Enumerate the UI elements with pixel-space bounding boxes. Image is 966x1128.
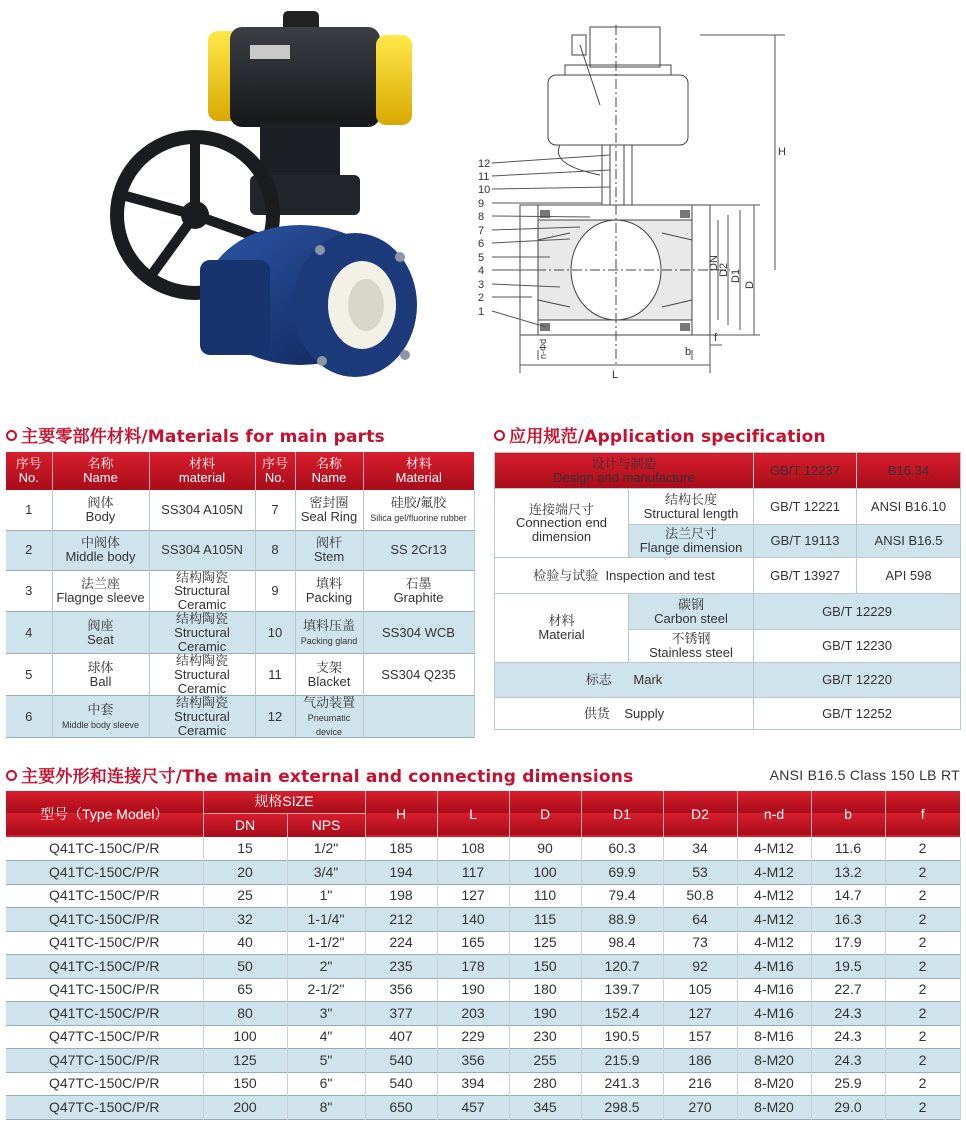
cell-d: 280: [509, 1072, 581, 1096]
flange-gb: GB/T 19113: [754, 525, 857, 558]
cell-f: 2: [885, 931, 960, 955]
cell-material: SS304 A105N: [149, 490, 255, 530]
cell-no: 11: [255, 654, 295, 696]
design-ansi: B16.34: [857, 453, 961, 489]
cell-d: 90: [509, 837, 581, 861]
cell-nd: 4-M16: [737, 978, 811, 1002]
cell-l: 117: [437, 861, 509, 885]
cell-dn: 125: [203, 1049, 287, 1073]
cell-no: 2: [6, 530, 52, 570]
cell-nps: 8": [287, 1096, 365, 1120]
table-row: [6, 654, 474, 696]
stainless-label: 不锈钢 Stainless steel: [629, 630, 754, 663]
stainless-gb: GB/T 12230: [754, 630, 961, 663]
part-label: 5: [478, 252, 485, 264]
cell-b: 19.5: [811, 955, 885, 979]
struct-gb: GB/T 12221: [754, 489, 857, 525]
cell-d: 345: [509, 1096, 581, 1120]
cell-l: 140: [437, 908, 509, 932]
cell-dn: 200: [203, 1096, 287, 1120]
materials-title-text: 主要零部件材料/Materials for main parts: [21, 427, 385, 447]
col-b: b: [811, 791, 885, 837]
cell-model: Q47TC-150C/P/R: [6, 1072, 203, 1096]
cell-nps: 5": [287, 1049, 365, 1073]
dim-label-b: b: [685, 346, 692, 358]
cell-h: 650: [365, 1096, 437, 1120]
header-cn: 材料: [405, 456, 432, 472]
header-en: No.: [18, 470, 39, 485]
cell-h: 377: [365, 1002, 437, 1026]
cell-no: 3: [6, 570, 52, 612]
cell-dn: 150: [203, 1072, 287, 1096]
table-row: [6, 837, 960, 861]
part-label: 1: [478, 306, 485, 318]
cell-d1: 60.3: [581, 837, 663, 861]
table-row: [6, 908, 960, 932]
cell-name: 中套 Middle body sleeve: [52, 696, 149, 738]
cell-nps: 3": [287, 1002, 365, 1026]
col-f: f: [920, 805, 925, 822]
application-table: [494, 452, 961, 730]
col-no: [6, 452, 52, 490]
col-size: 规格SIZE: [203, 791, 365, 813]
cell-l: 457: [437, 1096, 509, 1120]
cell-l: 203: [437, 1002, 509, 1026]
cell-d2: 105: [663, 978, 737, 1002]
bullet-icon: [6, 770, 17, 781]
dim-label-f: f: [714, 332, 718, 344]
part-label: 10: [478, 184, 491, 196]
material-label: 材料 Material: [495, 594, 629, 663]
cell-h: 212: [365, 908, 437, 932]
header-cn: 序号: [15, 456, 42, 472]
cell-d: 110: [509, 884, 581, 908]
cell-model: Q41TC-150C/P/R: [6, 884, 203, 908]
cell-h: 356: [365, 978, 437, 1002]
cell-l: 356: [437, 1049, 509, 1073]
part-label: 9: [478, 198, 485, 210]
mark-gb: GB/T 12220: [754, 663, 961, 698]
col-model: 型号（Type Model）: [6, 791, 203, 837]
cell-material: 结构陶瓷 Structural Ceramic: [149, 612, 255, 654]
part-label: 12: [478, 158, 491, 170]
part-label: 4: [478, 265, 485, 277]
cell-name: 填料压盖 Packing gland: [295, 612, 363, 654]
col-name: [52, 452, 149, 490]
cell-name: 球体 Ball: [52, 654, 149, 696]
cell-no: 1: [6, 490, 52, 530]
cell-d: 190: [509, 1002, 581, 1026]
cell-b: 24.3: [811, 1025, 885, 1049]
struct-ansi: ANSI B16.10: [857, 489, 961, 525]
cell-h: 540: [365, 1072, 437, 1096]
cell-d1: 98.4: [581, 931, 663, 955]
table-row: [6, 530, 474, 570]
table-row: [6, 978, 960, 1002]
cell-d1: 69.9: [581, 861, 663, 885]
table-row: [6, 931, 960, 955]
cell-material: 结构陶瓷 Structural Ceramic: [149, 696, 255, 738]
cell-no: 6: [6, 696, 52, 738]
dimensions-table: [6, 791, 961, 1120]
cell-dn: 65: [203, 978, 287, 1002]
cell-l: 108: [437, 837, 509, 861]
cell-name: 阀体 Body: [52, 490, 149, 530]
cell-material: SS304 A105N: [149, 530, 255, 570]
cell-d1: 298.5: [581, 1096, 663, 1120]
cell-material: SS304 Q235: [363, 654, 474, 696]
cell-dn: 15: [203, 837, 287, 861]
cell-l: 178: [437, 955, 509, 979]
col-l: L: [437, 791, 509, 837]
cell-d2: 34: [663, 837, 737, 861]
materials-section-title: [6, 422, 385, 447]
cell-d2: 50.8: [663, 884, 737, 908]
dim-label-d: D: [744, 281, 756, 289]
table-row: [6, 955, 960, 979]
cell-f: 2: [885, 1049, 960, 1073]
cell-no: 7: [255, 490, 295, 530]
cell-name: 气动装置 Pneumatic device: [295, 696, 363, 738]
cell-d: 115: [509, 908, 581, 932]
cell-nps: 6": [287, 1072, 365, 1096]
standard-note: ANSI B16.5 Class 150 LB RT: [769, 767, 960, 783]
cell-l: 394: [437, 1072, 509, 1096]
dim-label-d1: D1: [730, 268, 742, 283]
col-no-2: [255, 452, 295, 490]
header-en: No.: [264, 470, 286, 485]
cell-material: [363, 696, 474, 738]
cell-dn: 50: [203, 955, 287, 979]
dimensions-section-title: [6, 762, 633, 787]
bullet-icon: [6, 430, 17, 441]
cell-material: 硅胶/氟胶 Silica gel/fluorine rubber: [363, 490, 474, 530]
insp-gb: GB/T 13927: [754, 558, 857, 594]
cell-no: 12: [255, 696, 295, 738]
supply-label: 供货 Supply: [495, 698, 754, 730]
cell-name: 填料 Packing: [295, 570, 363, 612]
table-row: [6, 861, 960, 885]
insp-api: API 598: [857, 558, 961, 594]
cell-d1: 88.9: [581, 908, 663, 932]
table-row: [6, 1049, 960, 1073]
cell-nd: 8-M20: [737, 1072, 811, 1096]
col-d: D: [509, 791, 581, 837]
cell-dn: 40: [203, 931, 287, 955]
cell-name: 阀杆 Stem: [295, 530, 363, 570]
cell-b: 14.7: [811, 884, 885, 908]
cell-model: Q41TC-150C/P/R: [6, 861, 203, 885]
table-row: [6, 570, 474, 612]
col-nd: n-d: [737, 791, 811, 837]
design-gb: GB/T 12237: [754, 453, 857, 489]
cell-nps: 2": [287, 955, 365, 979]
header-en: Name: [311, 470, 347, 485]
materials-table: [6, 452, 475, 738]
cell-h: 194: [365, 861, 437, 885]
cell-nd: 4-M16: [737, 1002, 811, 1026]
header-cn: 材料: [188, 456, 215, 472]
struct-label: 结构长度 Structural length: [629, 489, 754, 525]
cell-d1: 215.9: [581, 1049, 663, 1073]
conn-label: 连接端尺寸 Connection end dimension: [495, 489, 629, 558]
cell-h: 198: [365, 884, 437, 908]
cell-d: 125: [509, 931, 581, 955]
cell-f: 2: [885, 837, 960, 861]
cell-d2: 157: [663, 1025, 737, 1049]
cell-l: 165: [437, 931, 509, 955]
flange-ansi: ANSI B16.5: [857, 525, 961, 558]
cell-d: 255: [509, 1049, 581, 1073]
cell-no: 5: [6, 654, 52, 696]
dim-label-d2: D2: [718, 262, 730, 277]
table-row: [6, 1002, 960, 1026]
part-label: 7: [478, 225, 485, 237]
cell-nd: 4-M12: [737, 884, 811, 908]
bullet-icon: [494, 430, 505, 441]
table-row: [6, 1025, 960, 1049]
cell-h: 235: [365, 955, 437, 979]
cell-d1: 120.7: [581, 955, 663, 979]
cell-no: 10: [255, 612, 295, 654]
dim-label-nd: n-Φd: [538, 338, 548, 359]
cell-nps: 1/2": [287, 837, 365, 861]
cell-name: 阀座 Seat: [52, 612, 149, 654]
cell-f: 2: [885, 978, 960, 1002]
cell-d: 180: [509, 978, 581, 1002]
cell-model: Q41TC-150C/P/R: [6, 955, 203, 979]
valve-section-drawing: [470, 5, 910, 385]
header-en: Material: [395, 470, 442, 485]
col-nps: NPS: [287, 813, 365, 837]
part-label: 8: [478, 211, 485, 223]
col-dn: DN: [203, 813, 287, 837]
header-en: Name: [83, 470, 118, 485]
cell-d2: 53: [663, 861, 737, 885]
cell-h: 224: [365, 931, 437, 955]
header-cn: 序号: [261, 456, 288, 472]
cell-b: 16.3: [811, 908, 885, 932]
col-material: [149, 452, 255, 490]
dim-label-l: L: [612, 369, 619, 381]
cell-d2: 73: [663, 931, 737, 955]
header-en: material: [178, 470, 226, 485]
cell-l: 127: [437, 884, 509, 908]
cell-model: Q47TC-150C/P/R: [6, 1096, 203, 1120]
cell-name: 支架 Blacket: [295, 654, 363, 696]
cell-b: 13.2: [811, 861, 885, 885]
cell-d1: 79.4: [581, 884, 663, 908]
cell-d1: 241.3: [581, 1072, 663, 1096]
design-header: 设计与制造 Design and manufacture: [495, 453, 754, 489]
cell-nd: 4-M12: [737, 837, 811, 861]
table-row: [6, 696, 474, 738]
valve-product-photo: [100, 5, 430, 395]
cell-h: 185: [365, 837, 437, 861]
cell-d2: 216: [663, 1072, 737, 1096]
supply-gb: GB/T 12252: [754, 698, 961, 730]
col-h: H: [365, 791, 437, 837]
cell-d: 100: [509, 861, 581, 885]
cell-material: 石墨 Graphite: [363, 570, 474, 612]
cell-h: 540: [365, 1049, 437, 1073]
cell-d2: 127: [663, 1002, 737, 1026]
cell-d1: 190.5: [581, 1025, 663, 1049]
cell-d: 150: [509, 955, 581, 979]
cell-f: 2: [885, 908, 960, 932]
cell-h: 407: [365, 1025, 437, 1049]
cell-nd: 4-M12: [737, 908, 811, 932]
table-row: [6, 612, 474, 654]
cell-d1: 152.4: [581, 1002, 663, 1026]
cell-f: 2: [885, 1096, 960, 1120]
cell-nps: 3/4": [287, 861, 365, 885]
cell-model: Q47TC-150C/P/R: [6, 1049, 203, 1073]
cell-dn: 25: [203, 884, 287, 908]
cell-f: 2: [885, 861, 960, 885]
cell-no: 4: [6, 612, 52, 654]
table-row: [6, 1096, 960, 1120]
cell-f: 2: [885, 955, 960, 979]
dim-label-dn: DN: [708, 255, 720, 271]
dimensions-title-text: 主要外形和连接尺寸/The main external and connecting dimensions: [21, 767, 634, 787]
cell-b: 17.9: [811, 931, 885, 955]
table-row: [6, 1072, 960, 1096]
cell-model: Q41TC-150C/P/R: [6, 837, 203, 861]
cell-b: 24.3: [811, 1002, 885, 1026]
cell-d2: 186: [663, 1049, 737, 1073]
col-d2: D2: [663, 791, 737, 837]
cell-b: 24.3: [811, 1049, 885, 1073]
cell-d1: 139.7: [581, 978, 663, 1002]
part-label: 3: [478, 279, 485, 291]
cell-model: Q41TC-150C/P/R: [6, 978, 203, 1002]
cell-l: 190: [437, 978, 509, 1002]
application-title-text: 应用规范/Application specification: [509, 427, 826, 447]
cell-dn: 20: [203, 861, 287, 885]
header-cn: 名称: [315, 456, 342, 472]
cell-b: 25.9: [811, 1072, 885, 1096]
dim-label-h: H: [778, 146, 786, 158]
application-section-title: [494, 422, 826, 447]
cell-f: 2: [885, 1025, 960, 1049]
part-label: 2: [478, 292, 485, 304]
cell-d2: 270: [663, 1096, 737, 1120]
insp-label: 检验与试验 Inspection and test: [495, 558, 754, 594]
cell-nps: 1-1/2": [287, 931, 365, 955]
cell-material: SS 2Cr13: [363, 530, 474, 570]
part-label: 11: [478, 171, 490, 183]
cell-nd: 8-M20: [737, 1049, 811, 1073]
cell-nps: 4": [287, 1025, 365, 1049]
cell-f: 2: [885, 1002, 960, 1026]
cell-nd: 8-M20: [737, 1096, 811, 1120]
mark-label: 标志 Mark: [495, 663, 754, 698]
carbon-gb: GB/T 12229: [754, 594, 961, 630]
table-row: [6, 884, 960, 908]
cell-nps: 2-1/2": [287, 978, 365, 1002]
flange-label: 法兰尺寸 Flange dimension: [629, 525, 754, 558]
cell-d: 230: [509, 1025, 581, 1049]
table-row: [6, 490, 474, 530]
cell-model: Q41TC-150C/P/R: [6, 908, 203, 932]
cell-no: 8: [255, 530, 295, 570]
cell-name: 中阀体 Middle body: [52, 530, 149, 570]
cell-f: 2: [885, 1072, 960, 1096]
cell-nps: 1-1/4": [287, 908, 365, 932]
col-material-2: [363, 452, 474, 490]
cell-nd: 4-M12: [737, 861, 811, 885]
part-label: 6: [478, 238, 485, 250]
cell-model: Q41TC-150C/P/R: [6, 1002, 203, 1026]
col-name-2: [295, 452, 363, 490]
cell-dn: 32: [203, 908, 287, 932]
cell-b: 11.6: [811, 837, 885, 861]
cell-b: 29.0: [811, 1096, 885, 1120]
cell-l: 229: [437, 1025, 509, 1049]
cell-name: 密封圈 Seal Ring: [295, 490, 363, 530]
header-cn: 名称: [87, 456, 114, 472]
cell-d2: 92: [663, 955, 737, 979]
cell-f: 2: [885, 884, 960, 908]
cell-d2: 64: [663, 908, 737, 932]
cell-model: Q41TC-150C/P/R: [6, 931, 203, 955]
cell-model: Q47TC-150C/P/R: [6, 1025, 203, 1049]
cell-b: 22.7: [811, 978, 885, 1002]
carbon-label: 碳钢 Carbon steel: [629, 594, 754, 630]
cell-material: 结构陶瓷 Structural Ceramic: [149, 570, 255, 612]
cell-no: 9: [255, 570, 295, 612]
col-d1: D1: [581, 791, 663, 837]
cell-dn: 80: [203, 1002, 287, 1026]
cell-material: 结构陶瓷 Structural Ceramic: [149, 654, 255, 696]
cell-nps: 1": [287, 884, 365, 908]
cell-nd: 4-M16: [737, 955, 811, 979]
cell-nd: 8-M16: [737, 1025, 811, 1049]
cell-nd: 4-M12: [737, 931, 811, 955]
cell-material: SS304 WCB: [363, 612, 474, 654]
cell-name: 法兰座 Flagnge sleeve: [52, 570, 149, 612]
cell-dn: 100: [203, 1025, 287, 1049]
